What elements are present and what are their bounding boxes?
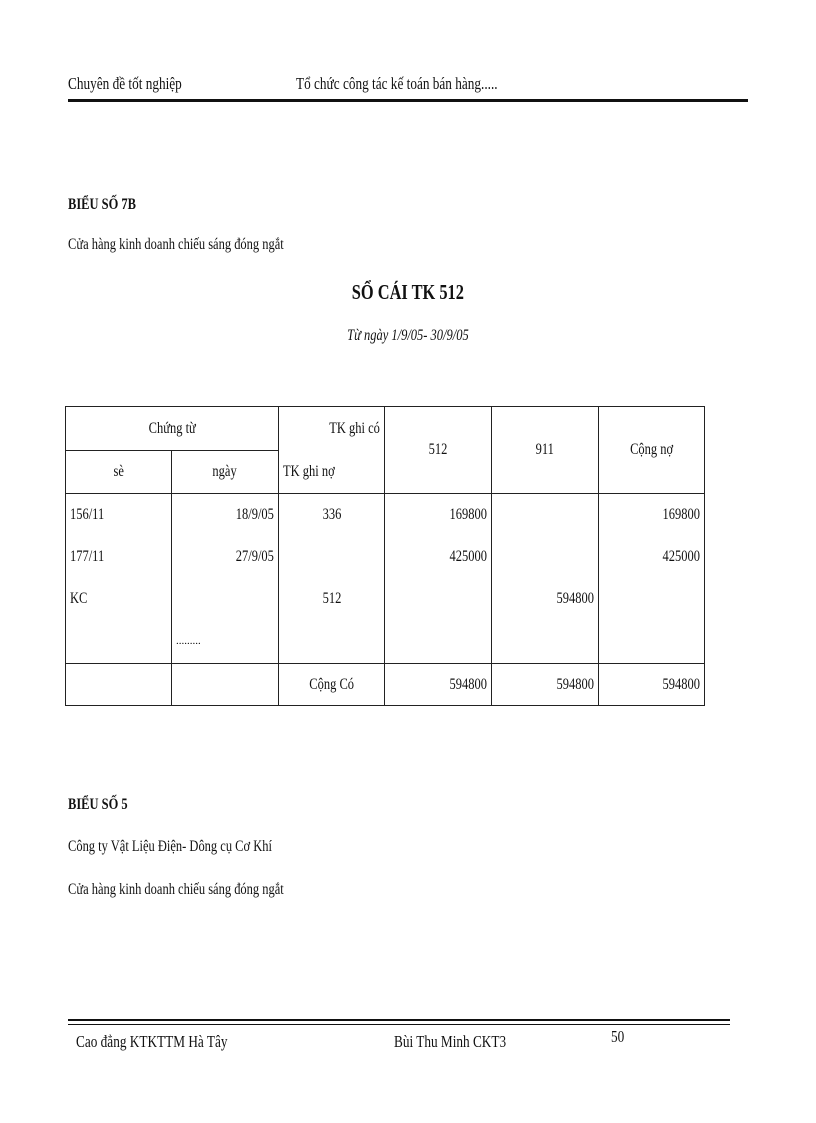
head-cong-no: Cộng nợ bbox=[599, 407, 705, 494]
shop-name: Cửa hàng kinh doanh chiếu sáng đóng ngắt bbox=[68, 236, 284, 253]
head-tk-ghi-no: TK ghi nợ bbox=[279, 451, 385, 494]
cell-ngay bbox=[172, 578, 279, 620]
cell-911: 594800 bbox=[492, 578, 599, 620]
cell-so: KC bbox=[66, 578, 172, 620]
cell-cong-no bbox=[599, 620, 705, 664]
cell-so: 156/11 bbox=[66, 494, 172, 536]
header-rule bbox=[68, 99, 748, 102]
cell-911 bbox=[492, 494, 599, 536]
cell-tk bbox=[279, 536, 385, 578]
cell-ngay: 27/9/05 bbox=[172, 536, 279, 578]
ledger-table bbox=[65, 406, 705, 706]
total-label: Cộng Có bbox=[279, 664, 385, 706]
cell-911 bbox=[492, 620, 599, 664]
shop-name-2: Cửa hàng kinh doanh chiếu sáng đóng ngắt bbox=[68, 881, 284, 898]
cell-ngay: 18/9/05 bbox=[172, 494, 279, 536]
cell-cong-no bbox=[599, 578, 705, 620]
table-row bbox=[66, 578, 705, 620]
ledger-title: SỔ CÁI TK 512 bbox=[351, 280, 465, 304]
table-row bbox=[66, 620, 705, 664]
total-cong-no: 594800 bbox=[599, 664, 705, 706]
cell-tk bbox=[279, 620, 385, 664]
form-label-7b: BIỂU SỐ 7B bbox=[68, 196, 136, 213]
page-number: 50 bbox=[611, 1027, 625, 1046]
cell-512: 169800 bbox=[385, 494, 492, 536]
cell-512 bbox=[385, 620, 492, 664]
cell-empty bbox=[66, 664, 172, 706]
total-row bbox=[66, 664, 705, 706]
cell-so bbox=[66, 620, 172, 664]
head-ngay: ngày bbox=[172, 451, 279, 494]
head-512: 512 bbox=[385, 407, 492, 494]
cell-cong-no: 425000 bbox=[599, 536, 705, 578]
table-row bbox=[66, 536, 705, 578]
cell-512 bbox=[385, 578, 492, 620]
head-chung-tu: Chứng từ bbox=[66, 407, 279, 451]
header-left: Chuyên đề tốt nghiệp bbox=[68, 74, 182, 93]
cell-tk: 336 bbox=[279, 494, 385, 536]
company-name: Công ty Vật Liệu Điện- Dông cụ Cơ Khí bbox=[68, 838, 272, 855]
cell-cong-no: 169800 bbox=[599, 494, 705, 536]
total-512: 594800 bbox=[385, 664, 492, 706]
footer-left: Cao đẳng KTKTTM Hà Tây bbox=[76, 1032, 228, 1051]
ledger-period: Từ ngày 1/9/05- 30/9/05 bbox=[347, 327, 469, 344]
table-row bbox=[66, 494, 705, 536]
footer-rule-top bbox=[68, 1019, 730, 1021]
cell-911 bbox=[492, 536, 599, 578]
total-911: 594800 bbox=[492, 664, 599, 706]
cell-512: 425000 bbox=[385, 536, 492, 578]
footer-rule-bottom bbox=[68, 1024, 730, 1025]
header-center: Tổ chức công tác kế toán bán hàng..... bbox=[296, 74, 498, 93]
head-so: sè bbox=[66, 451, 172, 494]
cell-tk: 512 bbox=[279, 578, 385, 620]
head-tk-ghi-co: TK ghi có bbox=[279, 407, 385, 451]
cell-empty bbox=[172, 664, 279, 706]
head-911: 911 bbox=[492, 407, 599, 494]
form-label-5: BIỂU SỐ 5 bbox=[68, 796, 128, 813]
cell-ngay: ......... bbox=[172, 620, 279, 664]
footer-center: Bùi Thu Minh CKT3 bbox=[394, 1032, 507, 1051]
cell-so: 177/11 bbox=[66, 536, 172, 578]
